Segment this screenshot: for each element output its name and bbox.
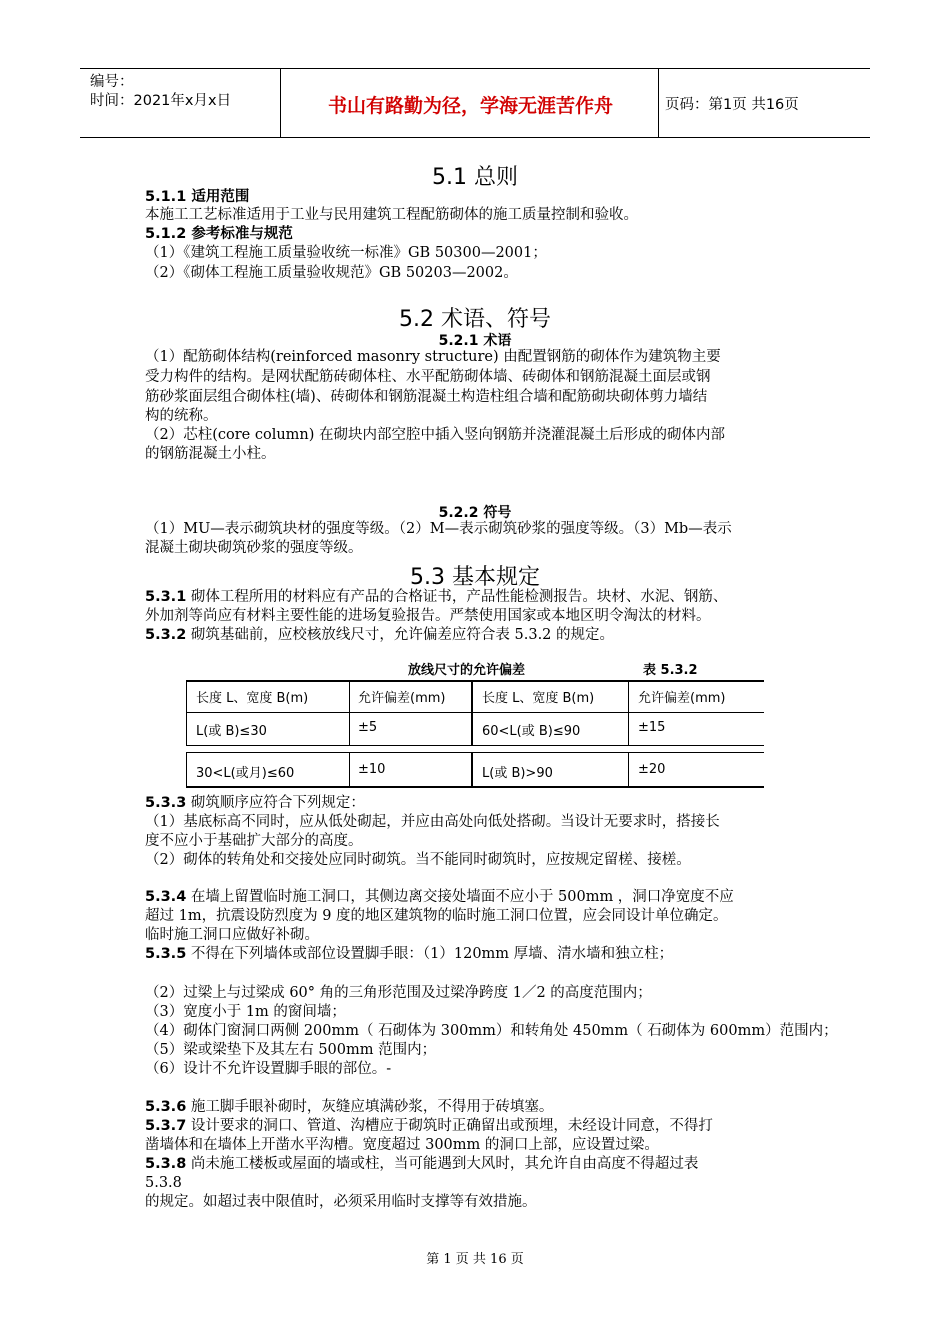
table-header-cell: 长度 L、宽度 B(m) (482, 691, 595, 706)
reference-item: （1）《建筑工程施工质量验收统一标准》GB 50300—2001； (145, 245, 547, 261)
table-cell: L(或 B)>90 (482, 766, 553, 781)
header-motto: 书山有路勤为径，学海无涯苦作舟 (327, 95, 613, 117)
table-rule (628, 752, 629, 788)
paragraph: 超过 1m，抗震设防烈度为 9 度的地区建筑物的临时施工洞口位置，应会同设计单位确定。 (145, 908, 728, 924)
paragraph: （1）基底标高不同时，应从低处砌起，并应由高处向低处搭砌。当设计无要求时，搭接长 (145, 814, 720, 830)
paragraph: 的规定。如超过表中限值时，必须采用临时支撑等有效措施。 (145, 1194, 537, 1210)
clause-number: 5.3.5 (145, 946, 187, 962)
doc-time-label: 时间：2021年x月x日 (90, 93, 232, 109)
header-page-number: 页码：第1页 共16页 (665, 97, 799, 113)
clause-number: 5.3.1 (145, 589, 187, 605)
section-title-5-2: 5.2 术语、符号 (399, 307, 551, 332)
table-cell: 30<L(或月)≤60 (196, 766, 295, 781)
table-header-cell: 长度 L、宽度 B(m) (196, 691, 309, 706)
clause-5-3-1 (145, 588, 825, 608)
clause-text: 不得在下列墙体或部位设置脚手眼：（1）120mm 厚墙、清水墙和独立柱； (186, 946, 674, 962)
clause-text: 砌筑基础前，应校核放线尺寸，允许偏差应符合表 5.3.2 的规定。 (186, 627, 615, 643)
section-title-5-3: 5.3 基本规定 (410, 565, 540, 590)
paragraph: （2）砌体的转角处和交接处应同时砌筑。当不能同时砌筑时，应按规定留槎、接槎。 (145, 852, 691, 868)
tolerance-table (186, 680, 764, 788)
paragraph: （1）配筋砌体结构(reinforced masonry structure) 由配置钢筋的砌体作为建筑物主要 (145, 349, 721, 365)
paragraph: （2）芯柱(core column) 在砌块内部空腔中插入竖向钢筋并浇灌混凝土后形成的砌体内部 (145, 427, 726, 443)
list-item: （2）过梁上与过梁成 60° 角的三角形范围及过梁净跨度 1／2 的高度范围内； (145, 985, 652, 1001)
doc-number-label: 编号： (90, 74, 134, 90)
table-number: 表 5.3.2 (643, 663, 698, 678)
page-footer: 第 1 页 共 16 页 (426, 1252, 524, 1267)
table-cell: 60<L(或 B)≤90 (482, 724, 581, 739)
clause-text: 砌筑顺序应符合下列规定： (186, 795, 365, 811)
clause-number: 5.3.8 (145, 1156, 187, 1172)
paragraph: 混凝土砌块砌筑砂浆的强度等级。 (145, 540, 363, 556)
paragraph: 构的统称。 (145, 408, 218, 424)
header-meta (90, 73, 231, 111)
paragraph: 外加剂等尚应有材料主要性能的进场复验报告。严禁使用国家或本地区明令淘汰的材料。 (145, 608, 711, 624)
paragraph: 度不应小于基础扩大部分的高度。 (145, 833, 363, 849)
clause-number: 5.3.7 (145, 1118, 187, 1134)
table-caption: 放线尺寸的允许偏差 (408, 663, 526, 678)
paragraph: 受力构件的结构。是网状配筋砖砌体柱、水平配筋砌体墙、砖砌体和钢筋混凝土面层或钢 (145, 369, 711, 385)
table-rule (628, 680, 629, 745)
list-item: （4）砌体门窗洞口两侧 200mm（ 石砌体为 300mm）和转角处 450mm（ 石砌体为 600mm）范围内； (145, 1023, 838, 1039)
table-rule (186, 786, 764, 788)
paragraph: 5.3.8 (145, 1175, 182, 1191)
clause-5-3-4 (145, 888, 825, 908)
table-rule (186, 680, 187, 745)
clause-5-3-5 (145, 945, 825, 965)
header-divider (280, 69, 281, 137)
clause-5-3-8 (145, 1155, 825, 1175)
table-rule (471, 680, 473, 745)
table-cell: L(或 B)≤30 (196, 724, 267, 739)
clause-number: 5.3.6 (145, 1099, 187, 1115)
clause-5-3-6 (145, 1098, 825, 1118)
section-title-5-1: 5.1 总则 (432, 165, 518, 190)
table-cell: ±20 (638, 762, 666, 777)
table-rule (471, 752, 473, 788)
table-cell: ±10 (358, 762, 386, 777)
table-header-cell: 允许偏差(mm) (358, 691, 446, 706)
paragraph: （1）MU—表示砌筑块材的强度等级。（2）M—表示砌筑砂浆的强度等级。（3）Mb—表示 (145, 521, 732, 537)
paragraph: 的钢筋混凝土小柱。 (145, 446, 276, 462)
table-rule (186, 745, 764, 746)
table-rule (349, 680, 350, 745)
table-rule (349, 752, 350, 788)
page-header (80, 68, 870, 138)
table-cell: ±5 (358, 720, 378, 735)
clause-5-3-7 (145, 1117, 825, 1137)
table-header-cell: 允许偏差(mm) (638, 691, 726, 706)
clause-5-3-3 (145, 794, 825, 814)
paragraph: 凿墙体和在墙体上开凿水平沟槽。宽度超过 300mm 的洞口上部，应设置过梁。 (145, 1137, 659, 1153)
clause-text: 设计要求的洞口、管道、沟槽应于砌筑时正确留出或预埋，未经设计同意，不得打 (186, 1118, 713, 1134)
paragraph: 临时施工洞口应做好补砌。 (145, 927, 319, 943)
paragraph: 筋砂浆面层组合砌体柱(墙)、砖砌体和钢筋混凝土构造柱组合墙和配筋砌块砌体剪力墙结 (145, 389, 708, 405)
clause-5-3-2 (145, 626, 825, 646)
list-item: （6）设计不允许设置脚手眼的部位。- (145, 1061, 392, 1077)
clause-number: 5.3.2 (145, 627, 187, 643)
table-rule (186, 752, 764, 753)
table-rule (186, 752, 187, 788)
table-rule (186, 680, 764, 682)
clause-number: 5.3.4 (145, 889, 187, 905)
header-divider (658, 69, 659, 137)
clause-text: 在墙上留置临时施工洞口，其侧边离交接处墙面不应小于 500mm ，洞口净宽度不应 (186, 889, 734, 905)
subheading-5-1-1: 5.1.1 适用范围 (145, 189, 250, 205)
paragraph: 本施工工艺标准适用于工业与民用建筑工程配筋砌体的施工质量控制和验收。 (145, 207, 638, 223)
reference-item: （2）《砌体工程施工质量验收规范》GB 50203—2002。 (145, 265, 518, 281)
table-cell: ±15 (638, 720, 666, 735)
clause-text: 砌体工程所用的材料应有产品的合格证书，产品性能检测报告。块材、水泥、钢筋、 (186, 589, 728, 605)
subheading-5-2-2: 5.2.2 符号 (438, 505, 512, 521)
list-item: （3）宽度小于 1m 的窗间墙； (145, 1004, 346, 1020)
list-item: （5）梁或梁垫下及其左右 500mm 范围内； (145, 1042, 437, 1058)
clause-text: 尚未施工楼板或屋面的墙或柱，当可能遇到大风时，其允许自由高度不得超过表 (186, 1156, 699, 1172)
table-rule (186, 712, 764, 713)
subheading-5-2-1: 5.2.1 术语 (438, 333, 512, 349)
subheading-5-1-2: 5.1.2 参考标准与规范 (145, 226, 293, 242)
clause-text: 施工脚手眼补砌时，灰缝应填满砂浆，不得用于砖填塞。 (186, 1099, 554, 1115)
clause-number: 5.3.3 (145, 795, 187, 811)
